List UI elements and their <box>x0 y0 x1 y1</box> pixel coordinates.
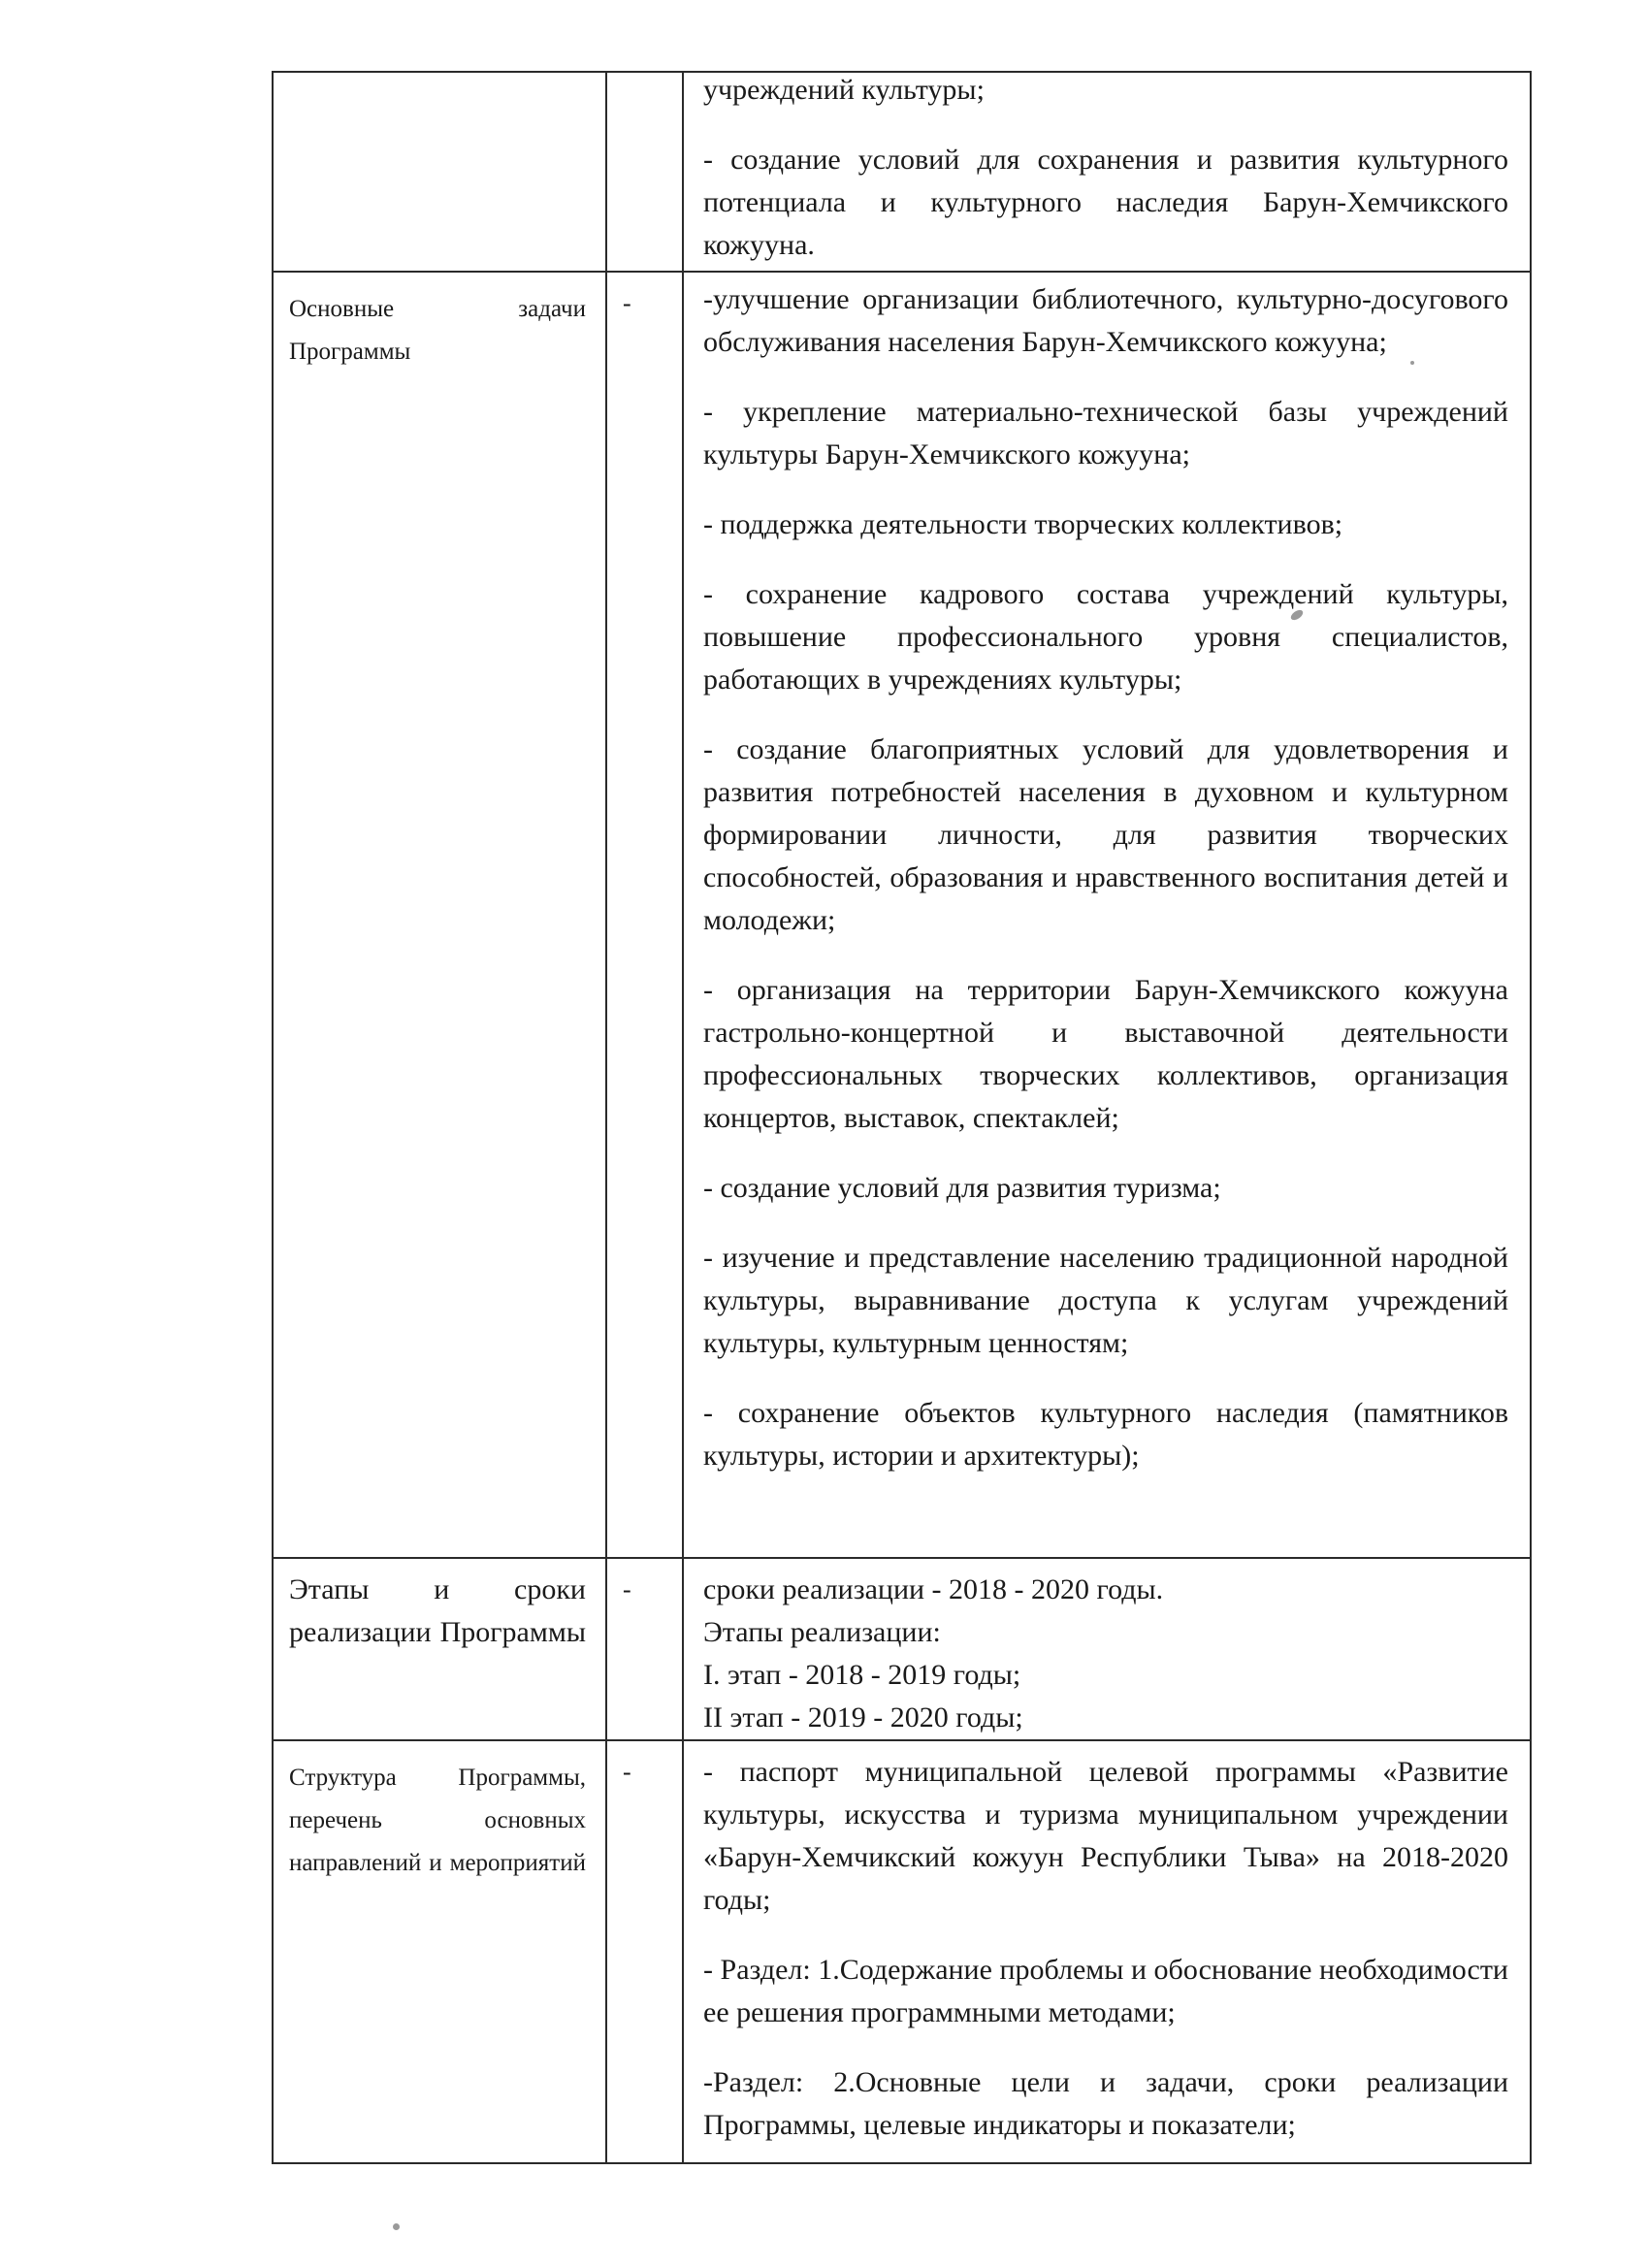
row-dash: - <box>623 1575 631 1604</box>
content-paragraph: - создание благоприятных условий для удовлетворения и развития потребностей населения в духовном и культурном формировании личности, для развития творческих способностей, образования и нравственного воспитания детей и молодежи; <box>703 733 1508 936</box>
row-dash: - <box>623 289 631 317</box>
row-label-cell <box>273 272 606 1558</box>
row-dash-cell <box>606 1558 683 1740</box>
table-row <box>273 1558 1531 1740</box>
content-paragraph: -улучшение организации библиотечного, культурно-досугового обслуживания населения Барун-Хемчикского кожууна; <box>703 283 1508 358</box>
row-label-cell <box>273 1558 606 1740</box>
row-label-cell <box>273 1740 606 2163</box>
row-dash-cell <box>606 272 683 1558</box>
row-dash: - <box>623 1758 631 1786</box>
program-passport-table <box>272 71 1532 2164</box>
row-dash-cell <box>606 72 683 272</box>
content-paragraph: - сохранение кадрового состава учреждений культуры, повышение профессионального уровня специалистов, работающих в учреждениях культуры; <box>703 578 1508 696</box>
table-row <box>273 272 1531 1558</box>
content-paragraph: учреждений культуры; <box>703 74 985 106</box>
row-content-cell <box>683 1558 1531 1740</box>
row-label: Этапы и сроки реализации Программы <box>289 1573 586 1648</box>
table-row <box>273 1740 1531 2163</box>
row-label: Структура Программы, перечень основных направлений и мероприятий <box>289 1765 586 1876</box>
row-dash <box>607 73 682 82</box>
content-line: II этап - 2019 - 2020 годы; <box>703 1701 1023 1733</box>
content-line: Этапы реализации: <box>703 1616 941 1648</box>
row-content-cell <box>683 1740 1531 2163</box>
content-paragraph: - создание условий для сохранения и развития культурного потенциала и культурного наследия Барун-Хемчикского кожууна. <box>703 144 1508 261</box>
table-row <box>273 72 1531 272</box>
content-paragraph: -Раздел: 2.Основные цели и задачи, сроки реализации Программы, целевые индикаторы и показатели; <box>703 2066 1508 2141</box>
row-content-cell <box>683 72 1531 272</box>
content-paragraph: - организация на территории Барун-Хемчикского кожууна гастрольно-концертной и выставочной деятельности профессиональных творческих коллективов, организация концертов, выставок, спектаклей; <box>703 974 1508 1134</box>
row-content-cell <box>683 272 1531 1558</box>
content-paragraph: - укрепление материально-технической базы учреждений культуры Барун-Хемчикского кожууна; <box>703 396 1508 470</box>
row-label-cell <box>273 72 606 272</box>
scan-speck <box>1410 361 1414 365</box>
content-paragraph: - сохранение объектов культурного наследия (памятников культуры, истории и архитектуры); <box>703 1397 1508 1472</box>
content-line: сроки реализации - 2018 - 2020 годы. <box>703 1573 1164 1605</box>
content-paragraph: - поддержка деятельности творческих коллективов; <box>703 508 1343 540</box>
scan-speck <box>393 2223 400 2230</box>
content-paragraph: - Раздел: 1.Содержание проблемы и обоснование необходимости ее решения программными методами; <box>703 1954 1508 2028</box>
content-paragraph: - паспорт муниципальной целевой программы «Развитие культуры, искусства и туризма муниципальном учреждении «Барун-Хемчикский кожуун Республики Тыва» на 2018-2020 годы; <box>703 1756 1508 1916</box>
content-paragraph: - изучение и представление населению традиционной народной культуры, выравнивание доступа к услугам учреждений культуры, культурным ценностям; <box>703 1242 1508 1359</box>
content-paragraph: - создание условий для развития туризма; <box>703 1172 1221 1204</box>
row-dash-cell <box>606 1740 683 2163</box>
row-label <box>274 73 605 88</box>
content-line: I. этап - 2018 - 2019 годы; <box>703 1659 1021 1691</box>
row-label: Основные задачи Программы <box>289 296 586 365</box>
